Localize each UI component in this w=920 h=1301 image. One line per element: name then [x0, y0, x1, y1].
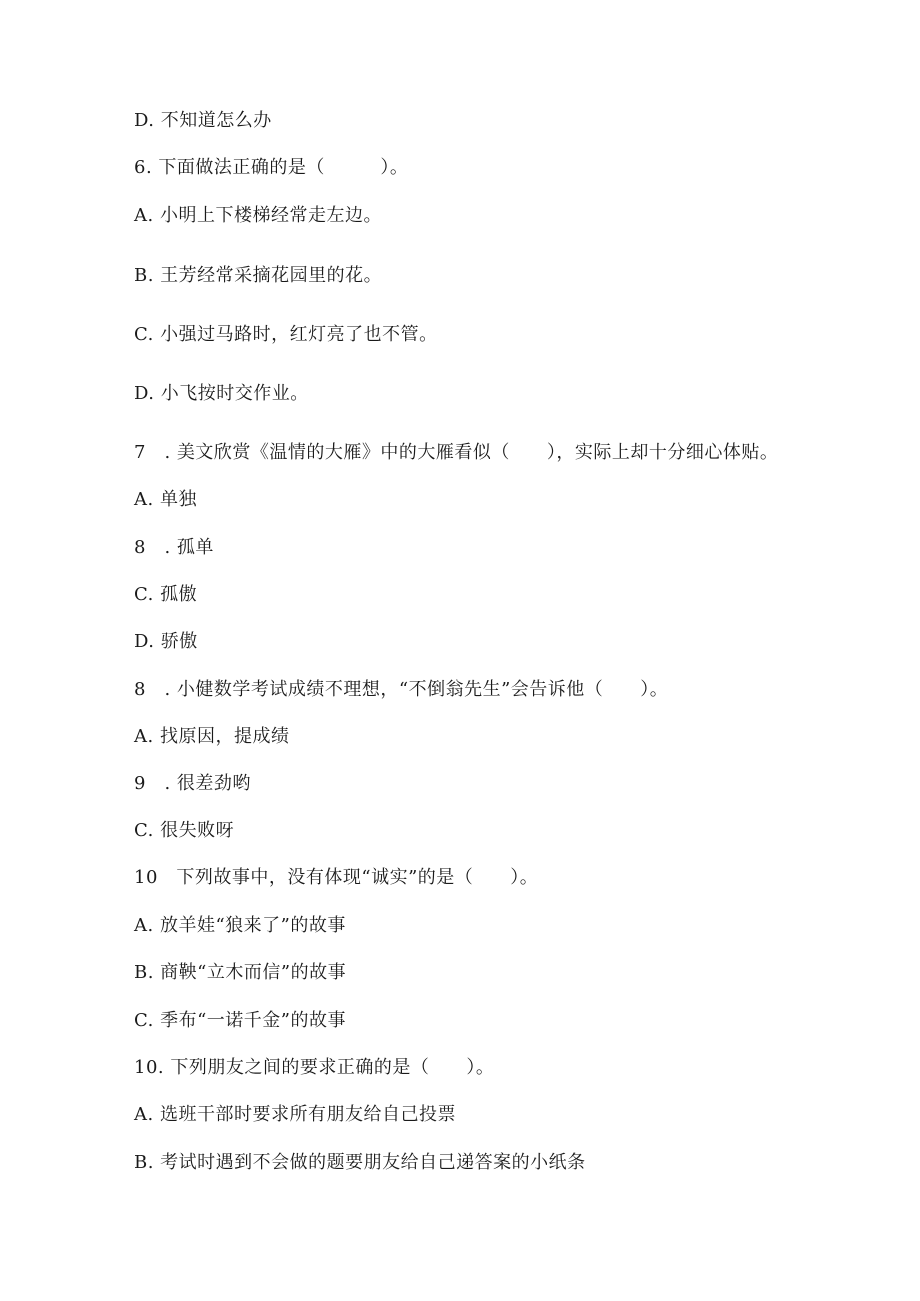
option-c-q7: C. 孤傲: [134, 584, 198, 605]
question-7: 7 . 美文欣赏《温情的大雁》中的大雁看似（ ），实际上却十分细心体贴。: [134, 442, 779, 463]
option-c-q9: C. 季布“一诺千金”的故事: [134, 1010, 346, 1031]
option-b-q8: 9 . 很差劲哟: [134, 773, 251, 794]
option-b-q9: B. 商鞅“立木而信”的故事: [134, 962, 347, 983]
question-9: 10 下列故事中，没有体现“诚实”的是（ ）。: [134, 867, 539, 888]
option-b-q10: B. 考试时遇到不会做的题要朋友给自己递答案的小纸条: [134, 1152, 586, 1173]
option-d-q6: D. 小飞按时交作业。: [134, 383, 309, 404]
question-10: 10. 下列朋友之间的要求正确的是（ ）。: [134, 1057, 495, 1078]
option-a-q8: A. 找原因，提成绩: [134, 726, 290, 747]
option-a-q10: A. 选班干部时要求所有朋友给自己投票: [134, 1104, 456, 1125]
option-d-q5: D. 不知道怎么办: [134, 110, 272, 131]
question-8: 8 . 小健数学考试成绩不理想，“不倒翁先生”会告诉他（ ）。: [134, 679, 669, 700]
option-d-q7: D. 骄傲: [134, 631, 198, 652]
option-a-q9: A. 放羊娃“狼来了”的故事: [134, 915, 346, 936]
option-a-q7: A. 单独: [134, 489, 197, 510]
option-a-q6: A. 小明上下楼梯经常走左边。: [134, 205, 382, 226]
option-c-q8: C. 很失败呀: [134, 820, 235, 841]
option-b-q7: 8 . 孤单: [134, 537, 214, 558]
option-c-q6: C. 小强过马路时，红灯亮了也不管。: [134, 324, 438, 345]
option-b-q6: B. 王芳经常采摘花园里的花。: [134, 265, 383, 286]
question-6: 6. 下面做法正确的是（ ）。: [134, 157, 409, 178]
